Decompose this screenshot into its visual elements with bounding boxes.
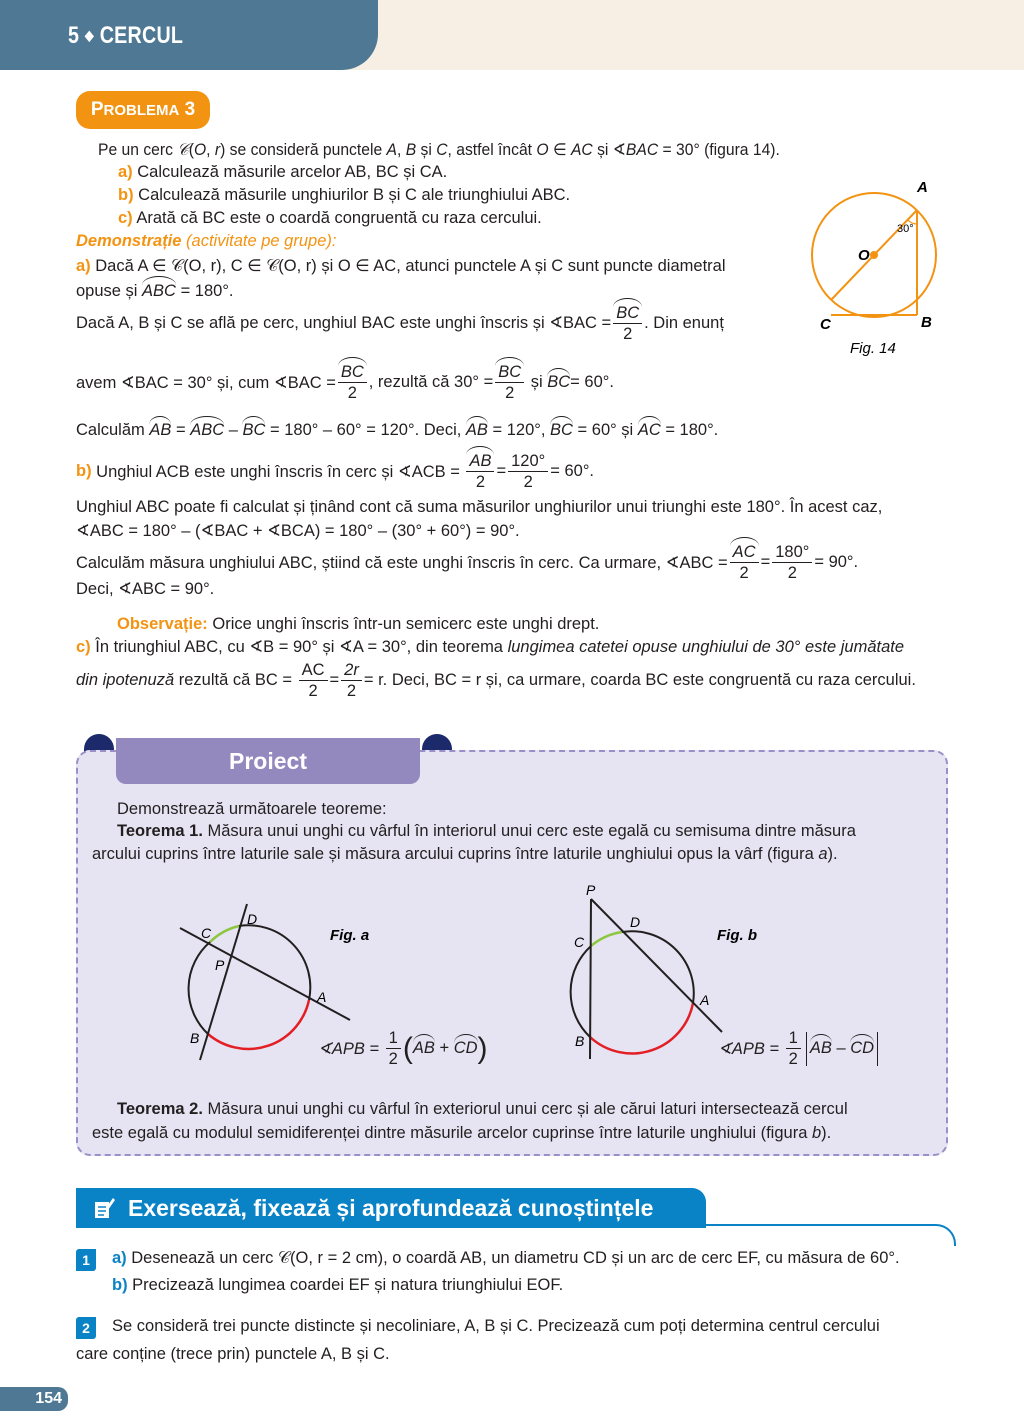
label-c: C — [201, 925, 212, 941]
figure-caption: Fig. a — [330, 927, 370, 944]
fraction-numerator: AC — [730, 542, 759, 563]
chapter-header — [0, 0, 378, 70]
arc-cd — [210, 926, 239, 942]
fraction — [786, 1028, 801, 1069]
stmt-part: O — [193, 141, 207, 159]
stmt-part: r — [214, 141, 221, 159]
theorem-label: Teorema 2. — [117, 1100, 203, 1118]
problem-item-c — [118, 208, 542, 229]
text: care conține (trece prin) punctele A, B și C. — [76, 1345, 390, 1363]
part-a-line5 — [76, 421, 718, 440]
text: = 120°, — [487, 421, 551, 439]
right-paren: ) — [477, 1031, 488, 1065]
part-b-line3 — [76, 521, 520, 541]
stmt-part: O — [536, 141, 549, 159]
theorem-label: Teorema 1. — [117, 822, 203, 840]
item-label: a) — [118, 163, 133, 181]
observation-text: Orice unghi înscris într-un semicerc este unghi drept. — [207, 615, 600, 633]
demo-title: Demonstrație — [76, 232, 182, 250]
circle-arc — [239, 925, 310, 1000]
exercise-1a — [112, 1249, 900, 1268]
theorem-text: din ipotenuză — [76, 671, 175, 689]
label-o: O — [858, 247, 870, 264]
stmt-part: și — [416, 141, 437, 159]
item-text: Arată că BC este o coardă congruentă cu raza cercului. — [136, 209, 542, 227]
text: În triunghiul ABC, cu ∢B = 90° și ∢A = 30°, din teorema — [90, 638, 508, 656]
text: = — [171, 421, 191, 439]
formula-b — [718, 1028, 881, 1069]
part-a-line4 — [76, 362, 614, 403]
fraction-denominator: 2 — [347, 384, 357, 402]
label-b: B — [190, 1030, 200, 1046]
operator: – — [836, 1039, 846, 1057]
text: ). — [821, 1124, 832, 1142]
text: , rezultă că 30° = — [368, 373, 494, 391]
fraction-denominator: 2 — [787, 564, 797, 582]
chapter-name: CERCUL — [99, 22, 184, 49]
fraction-denominator: 2 — [388, 1050, 398, 1068]
fraction-denominator: 2 — [523, 473, 533, 491]
project-title-text: Proiect — [229, 747, 307, 774]
circle-arc — [189, 942, 210, 1034]
fraction-numerator: BC — [495, 362, 524, 383]
text: Calculăm măsura unghiului ABC, știind că este unghi înscris în cerc. Ca urmare, ∢ABC = — [76, 553, 728, 572]
text: ). — [827, 845, 838, 863]
fraction-denominator: 2 — [475, 473, 486, 491]
part-label: a) — [112, 1249, 127, 1267]
arc-cd: CD — [453, 1039, 478, 1057]
text: ∢ABC = 180° – (∢BAC + ∢BCA) = 180° – (30° + 60°) = 90°. — [76, 522, 520, 540]
text: Măsura unui unghi cu vârful în interiorul unui cerc este egală cu semisuma dintre măsura — [202, 822, 856, 840]
figure-caption: Fig. 14 — [850, 340, 896, 357]
part-b-line4: Calculăm măsura unghiului ABC, știind că este unghi înscris în cerc. Ca urmare, ∢ABC = $\frac{AC}{2}$ = $\frac{180^\circ}{2}$ = 90°. — [76, 543, 859, 582]
fraction-numerator: 1 — [386, 1028, 401, 1049]
observation-label: Observație: — [117, 615, 208, 633]
text: este egală cu modulul semidiferenței dintre măsurile arcelor cuprinse între laturile unghiului (figura — [92, 1124, 812, 1142]
fraction — [338, 362, 367, 403]
figure-14 — [790, 170, 970, 370]
stmt-part: , — [396, 141, 406, 159]
item-label: b) — [118, 186, 134, 204]
part-c-line1 — [76, 637, 904, 657]
figure-caption: Fig. b — [717, 927, 757, 944]
label-a: A — [700, 992, 710, 1008]
fraction-denominator: 2 — [346, 682, 357, 700]
text: = 90°. — [814, 553, 859, 571]
stmt-part: și ∢ — [592, 141, 626, 159]
text: = 180° – 60° = 120°. Deci, — [265, 421, 466, 439]
part-label: c) — [76, 638, 91, 656]
exercises-header-line — [706, 1224, 956, 1246]
demo-subtitle: (activitate pe grupe): — [181, 232, 337, 250]
text: – — [224, 421, 243, 439]
fraction — [341, 660, 362, 701]
exercise-number: 2 — [82, 1320, 90, 1336]
label-d: D — [247, 911, 258, 927]
text: = 60° și — [572, 421, 638, 439]
fraction — [299, 660, 328, 701]
arc-ab: AB — [412, 1039, 435, 1057]
demonstration-heading — [76, 231, 336, 252]
abs-bar-right — [877, 1032, 878, 1066]
problem-item-b — [118, 185, 570, 206]
exercise-number-badge — [76, 1317, 96, 1339]
fraction-numerator: BC — [613, 303, 642, 324]
stmt-part: BAC — [625, 141, 659, 159]
part-label: b) — [112, 1276, 128, 1294]
theorem-2-line2 — [92, 1124, 831, 1143]
text: = 180°. — [660, 421, 719, 439]
stmt-part: = 30° (figura 14). — [658, 141, 780, 159]
fraction — [386, 1028, 401, 1069]
stmt-part: 𝒞 — [177, 141, 189, 159]
part-a-line3 — [76, 303, 724, 344]
text: rezultă că BC = — [174, 671, 297, 689]
fraction-denominator: 2 — [505, 384, 515, 402]
arc-bc: BC — [547, 373, 571, 391]
page-number-text: 154 — [35, 1390, 62, 1407]
angle-label: 30° — [897, 223, 914, 235]
fraction — [772, 542, 812, 583]
arc-cd — [591, 932, 622, 946]
formula-lhs: ∢APB = — [718, 1039, 784, 1058]
arc: BC — [242, 421, 266, 439]
stmt-part: , — [206, 141, 215, 159]
circle-arc — [571, 946, 591, 1037]
abs-bar-left — [806, 1032, 807, 1066]
text: arcului cuprins între laturile sale și măsura arcului cuprins între laturile unghiului opus la vârf (figura — [92, 845, 819, 863]
arc: AB — [149, 421, 172, 439]
line-pa — [591, 899, 722, 1032]
operator: + — [439, 1039, 450, 1057]
line-ca — [180, 928, 350, 1020]
text: Se consideră trei puncte distincte și necoliniare, A, B și C. Precizează cum poți determina centrul cercului — [112, 1317, 880, 1335]
exercise-number-badge — [76, 1249, 96, 1271]
text: și — [526, 373, 548, 391]
exercises-header — [76, 1188, 706, 1228]
stmt-part: , astfel încât — [447, 141, 537, 159]
stmt-part: ( — [188, 141, 194, 159]
label-d: D — [630, 914, 641, 930]
project-intro — [117, 800, 387, 819]
theorem-text: lungimea catetei opuse unghiului de 30° este jumătate — [507, 638, 905, 656]
text: Unghiul ABC poate fi calculat și ținând cont că suma măsurilor unghiurilor unui triunghi este 180°. În acest caz, — [76, 498, 883, 516]
fraction-numerator: 1 — [786, 1028, 801, 1049]
text: Calculăm — [76, 421, 150, 439]
arc: BC — [550, 421, 573, 439]
exercises-title: Exersează, fixează și aprofundează cunoștințele — [128, 1194, 654, 1221]
label-c: C — [820, 316, 831, 333]
stmt-part: C — [436, 141, 448, 159]
fraction-numerator: AB — [466, 451, 494, 472]
text: . Din enunț — [644, 314, 724, 332]
text: = 60°. — [550, 462, 595, 480]
text: Demonstrează următoarele teoreme: — [117, 800, 387, 818]
stmt-part: Pe un cerc — [98, 141, 178, 159]
theorem-2-line1 — [117, 1100, 848, 1119]
text: opuse și — [76, 282, 143, 300]
fraction — [466, 451, 494, 492]
text: Dacă A, B și C se află pe cerc, unghiul BAC este unghi înscris și ∢BAC = — [76, 314, 612, 332]
fraction-denominator: 2 — [623, 325, 633, 343]
figure-ref: b — [811, 1124, 822, 1142]
label-b: B — [575, 1033, 585, 1049]
fraction-numerator: 2r — [341, 660, 362, 681]
fraction — [613, 303, 642, 344]
text: = 60°. — [570, 373, 614, 391]
text: Dacă A ∈ 𝒞(O, r), C ∈ 𝒞(O, r) și O ∈ AC, atunci punctele A și C sunt puncte diametral — [90, 257, 726, 275]
stmt-part: AC — [570, 141, 593, 159]
part-a-line1 — [76, 256, 726, 277]
stmt-part: B — [405, 141, 417, 159]
page-number — [0, 1387, 68, 1411]
fraction — [508, 451, 548, 492]
stmt-part: A — [386, 141, 397, 159]
diamond-icon: ◆ — [84, 27, 94, 43]
part-b-line1: b) Unghiul ACB este unghi înscris în cerc și ∢ACB = $\frac{AB}{2}$ = $\frac{120^\circ}{2}$ = 60°. — [76, 452, 595, 491]
arc: AC — [637, 421, 661, 439]
part-label: a) — [76, 257, 91, 275]
label-b: B — [921, 314, 932, 331]
formula-a — [318, 1028, 488, 1069]
badge-rest: ROBLEMA — [103, 101, 180, 119]
label-p: P — [586, 882, 596, 898]
fraction — [730, 542, 759, 583]
item-label: c) — [118, 209, 133, 227]
problem-badge — [76, 91, 210, 129]
exercise-1b — [112, 1276, 563, 1295]
text: Precizează lungimea coardei EF și natura triunghiului EOF. — [127, 1276, 564, 1294]
fraction-numerator: 180° — [772, 542, 812, 563]
text: Măsura unui unghi cu vârful în exteriorul unui cerc și ale cărui laturi intersectează cercul — [202, 1100, 848, 1118]
chapter-number: 5 — [68, 22, 80, 49]
stmt-part: ) se consideră punctele — [220, 141, 387, 159]
problem-item-a — [118, 162, 447, 183]
part-b-line5 — [76, 579, 214, 599]
fraction-numerator: BC — [338, 362, 367, 383]
observation — [117, 615, 599, 634]
figure-ref: a — [818, 845, 828, 863]
text: = r. Deci, BC = r și, ca urmare, coarda BC este congruentă cu raza cercului. — [363, 671, 916, 689]
center-point — [870, 251, 878, 259]
fraction-denominator: 2 — [788, 1050, 798, 1068]
badge-initial: P — [90, 99, 104, 120]
label-a: A — [917, 179, 928, 196]
theorem-1-line2 — [92, 845, 838, 864]
fraction — [495, 362, 524, 403]
left-paren: ( — [402, 1031, 413, 1065]
label-c: C — [574, 934, 585, 950]
fraction-denominator: 2 — [739, 564, 749, 582]
part-label: b) — [76, 462, 92, 480]
arc-ab — [590, 1003, 693, 1053]
exercise-number: 1 — [82, 1252, 90, 1268]
arc-cd: CD — [850, 1039, 875, 1057]
project-title — [116, 738, 420, 784]
text: = 180°. — [175, 282, 234, 300]
text: Desenează un cerc 𝒞(O, r = 2 cm), o coardă AB, un diametru CD și un arc de cerc EF, cu măsura de 60°. — [126, 1249, 900, 1267]
text: Unghiul ACB este unghi înscris în cerc și ∢ACB = — [91, 462, 465, 481]
chapter-title — [68, 22, 183, 50]
problem-statement — [98, 140, 780, 161]
part-c-line2: din ipotenuză rezultă că BC = $\frac{AC}{2}$ = $\frac{2r}{2}$ = r. Deci, BC = r și, ca urmare, coarda BC este congruentă cu raza cercului. — [76, 661, 916, 700]
arc-abc: ABC — [142, 282, 176, 300]
formula-lhs: ∢APB = — [318, 1039, 384, 1058]
text: Deci, ∢ABC = 90°. — [76, 580, 215, 598]
stmt-part: ∈ — [548, 141, 571, 159]
arc-ab — [208, 1000, 309, 1049]
exercise-2-line1 — [112, 1317, 880, 1336]
fraction-denominator: 2 — [308, 682, 318, 700]
arc: ABC — [190, 421, 225, 439]
notepad-pen-icon — [92, 1196, 116, 1220]
exercise-2-line2 — [76, 1345, 390, 1364]
item-text: Calculează măsurile unghiurilor B și C ale triunghiului ABC. — [138, 186, 571, 204]
fraction-numerator: AC — [299, 660, 328, 681]
part-b-line2 — [76, 498, 882, 517]
part-a-line2 — [76, 281, 234, 302]
text: avem ∢BAC = 30° și, cum ∢BAC = — [76, 373, 336, 392]
label-a: A — [317, 989, 327, 1005]
badge-number: 3 — [184, 99, 196, 120]
arc: AB — [465, 421, 488, 439]
fraction-numerator: 120° — [508, 451, 548, 472]
arc-ab: AB — [809, 1039, 832, 1057]
theorem-1-line1 — [117, 822, 856, 841]
line-pb — [590, 899, 591, 1059]
label-p: P — [215, 957, 225, 973]
item-text: Calculează măsurile arcelor AB, BC și CA. — [137, 163, 448, 181]
